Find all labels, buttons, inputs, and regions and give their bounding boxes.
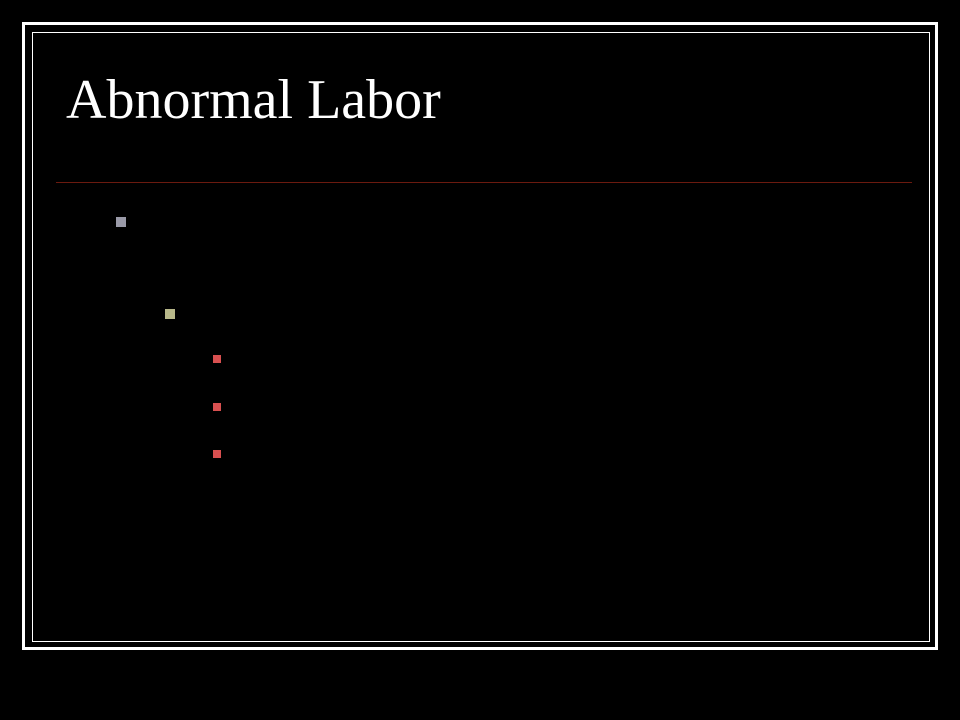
bullet-level3-text: 2.Efficient contractions achieved	[234, 395, 551, 421]
bullet-level1-text: Before intervention by operative vaginal delivery or cesarean section we must	[145, 207, 895, 275]
bullet-level2-text: Make sure	[186, 297, 312, 330]
bullet-level3-text: 1. Latent phase is passed	[234, 347, 472, 373]
square-bullet-icon	[116, 217, 126, 227]
title-divider	[56, 182, 912, 183]
slide-title: Abnormal Labor	[66, 69, 441, 131]
bullet-level2	[165, 296, 312, 332]
square-bullet-icon	[213, 450, 221, 458]
bullet-level3-item	[213, 394, 550, 422]
square-bullet-icon	[165, 309, 175, 319]
bullet-level1	[116, 202, 896, 280]
square-bullet-icon	[213, 355, 221, 363]
bullet-level3-item	[213, 346, 472, 374]
bullet-level3-item	[213, 441, 291, 469]
bullet-level3-text: How?	[234, 442, 292, 468]
square-bullet-icon	[213, 403, 221, 411]
